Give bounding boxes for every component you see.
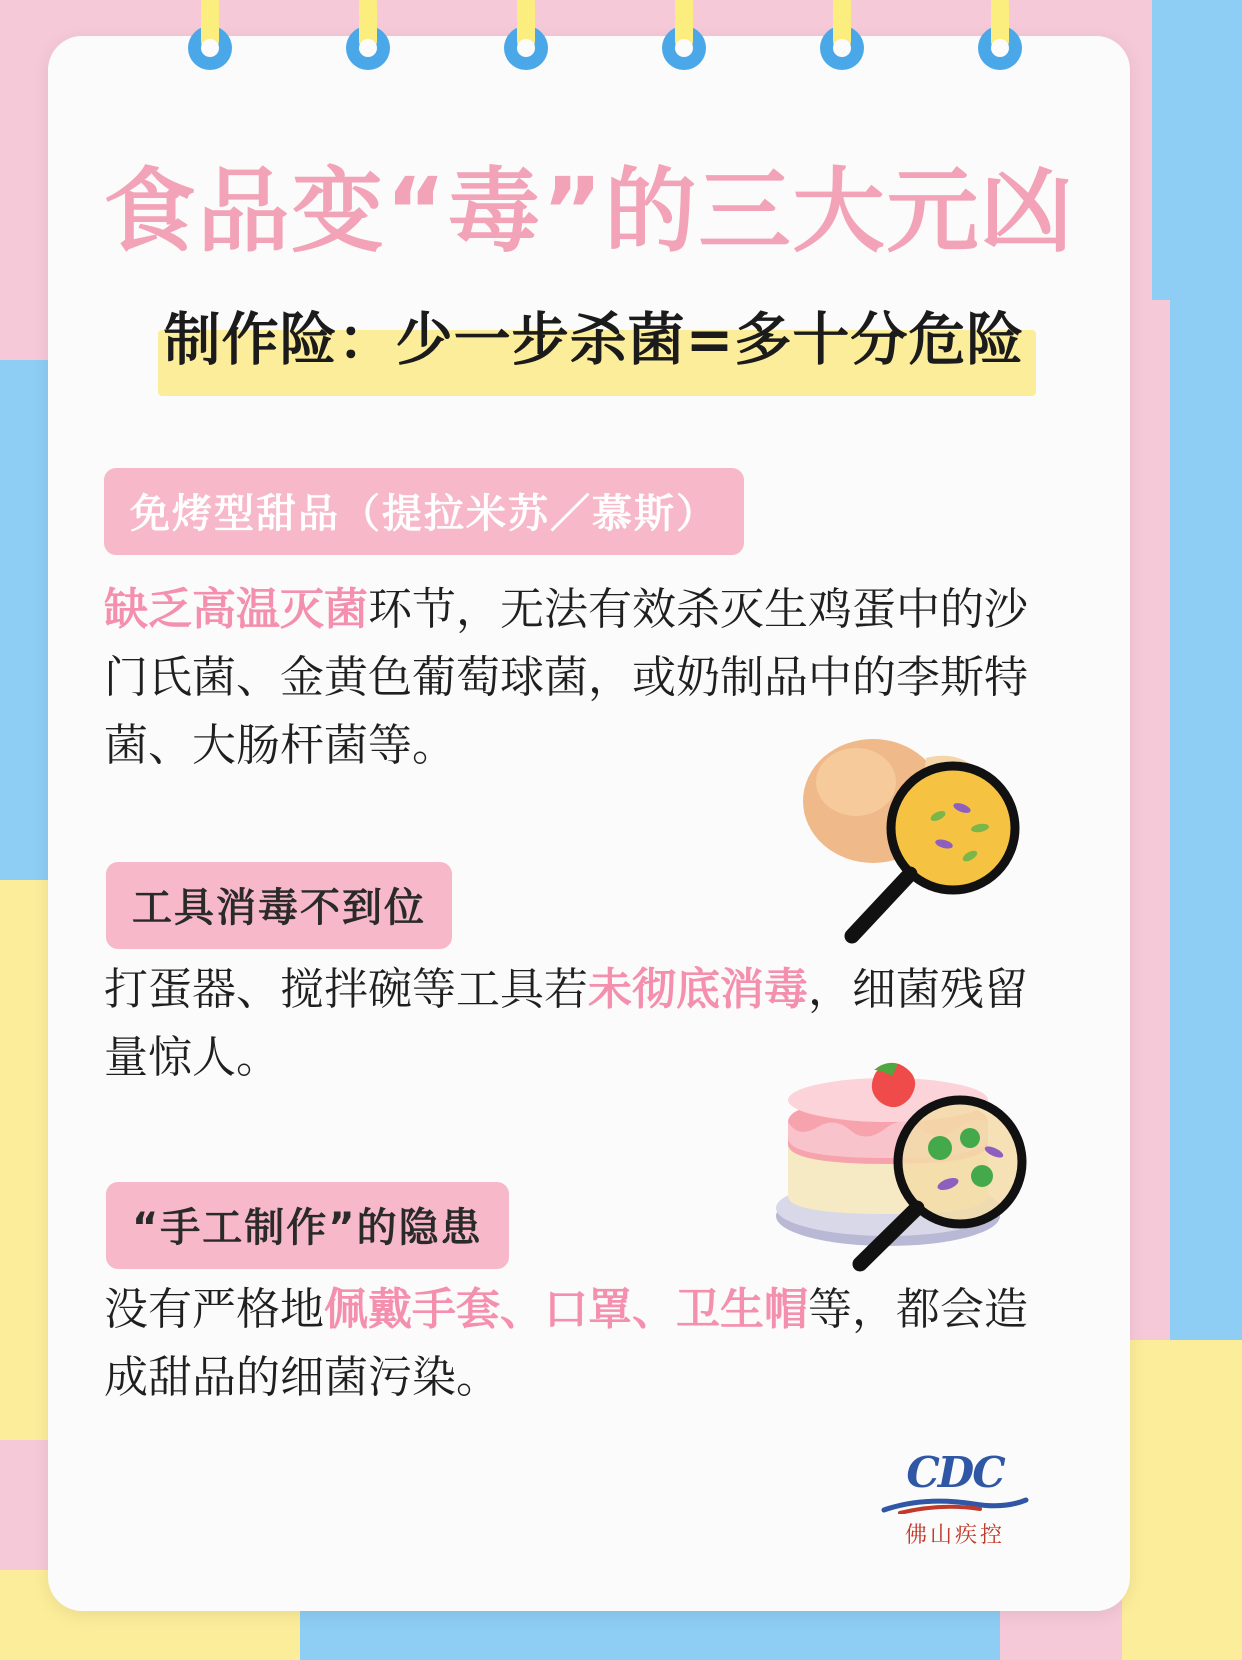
section-text-2-body-a: 打蛋器、搅拌碗等工具若 — [104, 964, 588, 1015]
section-tag-1: 免烤型甜品（提拉米苏／慕斯） — [104, 468, 744, 555]
section-text-3-body-b: 等，都会造成甜品的细菌污染。 — [104, 1284, 1028, 1404]
section-text-2-highlight: 未彻底消毒 — [588, 964, 808, 1015]
section-text-3-body-a: 没有严格地 — [104, 1284, 324, 1335]
background-yellow-right-block — [1122, 1340, 1242, 1660]
section-text-3-highlight: 佩戴手套、口罩、卫生帽 — [324, 1284, 808, 1335]
section-text-3 — [104, 1276, 1066, 1412]
egg-with-magnifier-bacteria-icon — [748, 716, 1048, 981]
logo-label: 佛山疾控 — [904, 1523, 1005, 1548]
page-title: 食品变“毒”的三大元凶 — [103, 158, 1075, 265]
poster-content — [48, 36, 1130, 1611]
cdc-logo-icon: CDC — [906, 1448, 1004, 1497]
organization-logo — [860, 1448, 1050, 1549]
section-text-2-body-b: ，细菌残留量惊人。 — [104, 964, 1028, 1084]
section-text-1-body: 环节，无法有效杀灭生鸡蛋中的沙门氏菌、金黄色葡萄球菌，或奶制品中的李斯特菌、大肠杆菌等。 — [104, 584, 1028, 772]
section-tag-3: “手工制作”的隐患 — [106, 1182, 509, 1269]
subtitle-block — [104, 308, 1084, 374]
strawberry-cake-with-magnifier-bacteria-icon — [748, 1026, 1048, 1281]
section-tag-2: 工具消毒不到位 — [106, 862, 452, 949]
section-text-1-highlight: 缺乏高温灭菌 — [104, 584, 368, 635]
page-subtitle: 制作险：少一步杀菌=多十分危险 — [163, 307, 1025, 373]
background-blue-right-block — [1170, 240, 1242, 1420]
logo-swoosh-icon — [880, 1496, 1030, 1514]
